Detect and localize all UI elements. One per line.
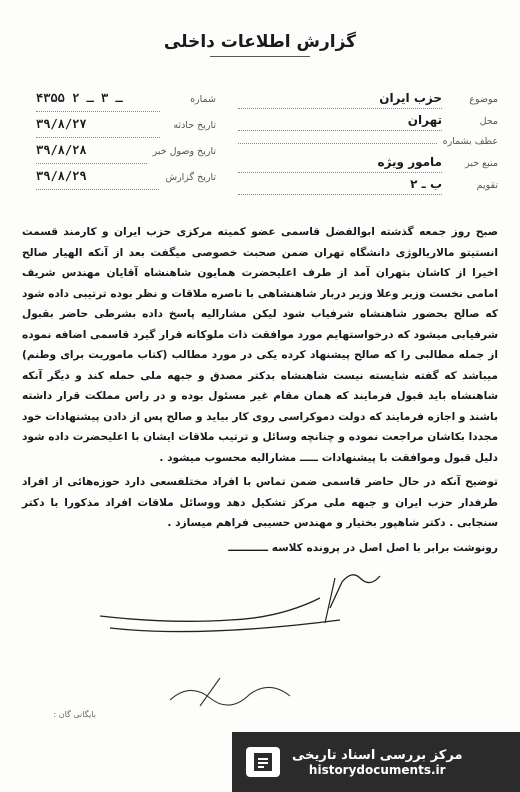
meta-number-row [36,86,216,112]
meta-reference-row [238,132,498,152]
meta-evaluation-value: ب ـ ۲ [238,174,442,195]
meta-evaluation-row [238,174,498,196]
body-paragraph-explanation: توضیح آنکه در حال حاضر قاسمی ضمن تماس با افراد مختلفسعی دارد حوزه‌هائی از افراد طرفدار حزب ایران و جبهه ملی مرکز تشکیل دهد ووسائل ملاقات افراد مذکورا با دکتر سنجابی . دکتر شاهپور بختیار و مهندس حسیبی فراهم میسازد . [22,476,498,529]
meta-receipt-date-row [36,138,216,164]
report-title: گزارش اطلاعات داخلی [163,32,357,52]
meta-subject-value: حزب ایران [238,88,442,109]
meta-subject-row [238,88,498,110]
meta-reference-value [238,143,437,144]
meta-subject-label: موضوع [469,94,498,105]
meta-reference-label: عطف بشماره [442,136,498,147]
meta-right-block [238,88,498,196]
body-paragraph-main: صبح روز جمعه گذشته ابوالفضل قاسمی عضو کمیته مرکزی حزب ایران و کارمند قسمت انستیتو مالاریالوژی دانشگاه تهران ضمن صحبت خصوصی میگفت بعد از آنکه الهیار صالح اخیرا از کاشان بتهران آمد از طرف اعلیحضرت همایون شاهنشاه آقایان مهندس شریف امامی نخست وزیر وعلا وزیر دربار شاهنشاهی با ناصره ملاقات و نظر بوده ترتیبی داده شود که صالح بحضور شاهنشاه شرفیاب شود لیکن مشارالیه پاسخ داده بشرطی حاضر بقبول شرفیابی میشود که درخواستهایم مورد موافقت ذات ملوکانه قرار گیرد قاسمی اضافه نموده از جمله مطالبی را که صالح پیشنهاد کرده یکی در مورد مطالب (کتاب ماموریت برای وطنم) میباشد که گفته شایسته نیست شاهنشاه بدکتر مصدق و جبهه ملی حمله کند و دیگر آنکه شاهنشاه باید قبول فرمایند که همان مقام غیر مسئول بوده و در راس مملکت قرار داشته باشند و اجازه فرمایند که دولت دموکراسی روی کار بیاید و صالح پس از دادن پیشنهادات خود مجددا بکاشان مراجعت نموده و چنانچه وسائل و ترتیب ملاقات ایشان با اعلیحضرت داده شود دلیل قبول وموافقت با پیشنهادات ـــــ مشارالیه محسوب میشود . [22,226,498,464]
meta-number-label: شماره [190,94,216,105]
meta-event-date-value: ۳۹/۸/۲۷ [36,112,160,138]
report-body [22,222,498,558]
signature-scribble [80,568,420,638]
archive-label: بایگانی گان : [53,710,96,719]
meta-report-date-row [36,164,216,190]
meta-left-block [36,86,216,190]
handwritten-archive-note [160,672,320,712]
meta-source-row [238,152,498,174]
meta-report-date-value: ۳۹/۸/۲۹ [36,164,159,190]
meta-receipt-date-value: ۳۹/۸/۲۸ [36,138,147,164]
title-underline [210,56,310,57]
watermark-text [292,748,463,777]
watermark-url: historydocuments.ir [308,762,446,777]
meta-location-label: محل [479,116,498,127]
meta-source-value: مامور ویژه [238,152,442,173]
archive-logo-icon [242,741,284,783]
meta-evaluation-label: تقویم [476,180,498,191]
meta-location-value: تهران [238,110,442,131]
body-paragraph-copy-note: رونوشت برابر با اصل اصل در پرونده کلاسه ـــــــــــ [228,541,498,554]
watermark-title: مرکز بررسی اسناد تاریخی [292,747,463,763]
watermark-banner [232,732,520,792]
meta-number-value: ۴۳۵۵ ـ ۳ ـ ۲ [36,86,160,112]
meta-report-date-label: تاریخ گزارش [165,172,216,183]
meta-receipt-date-label: تاریخ وصول خبر [152,146,216,157]
meta-source-label: منبع خبر [465,158,498,169]
meta-event-date-row [36,112,216,138]
meta-event-date-label: تاریخ حادثه [173,120,216,131]
meta-location-row [238,110,498,132]
